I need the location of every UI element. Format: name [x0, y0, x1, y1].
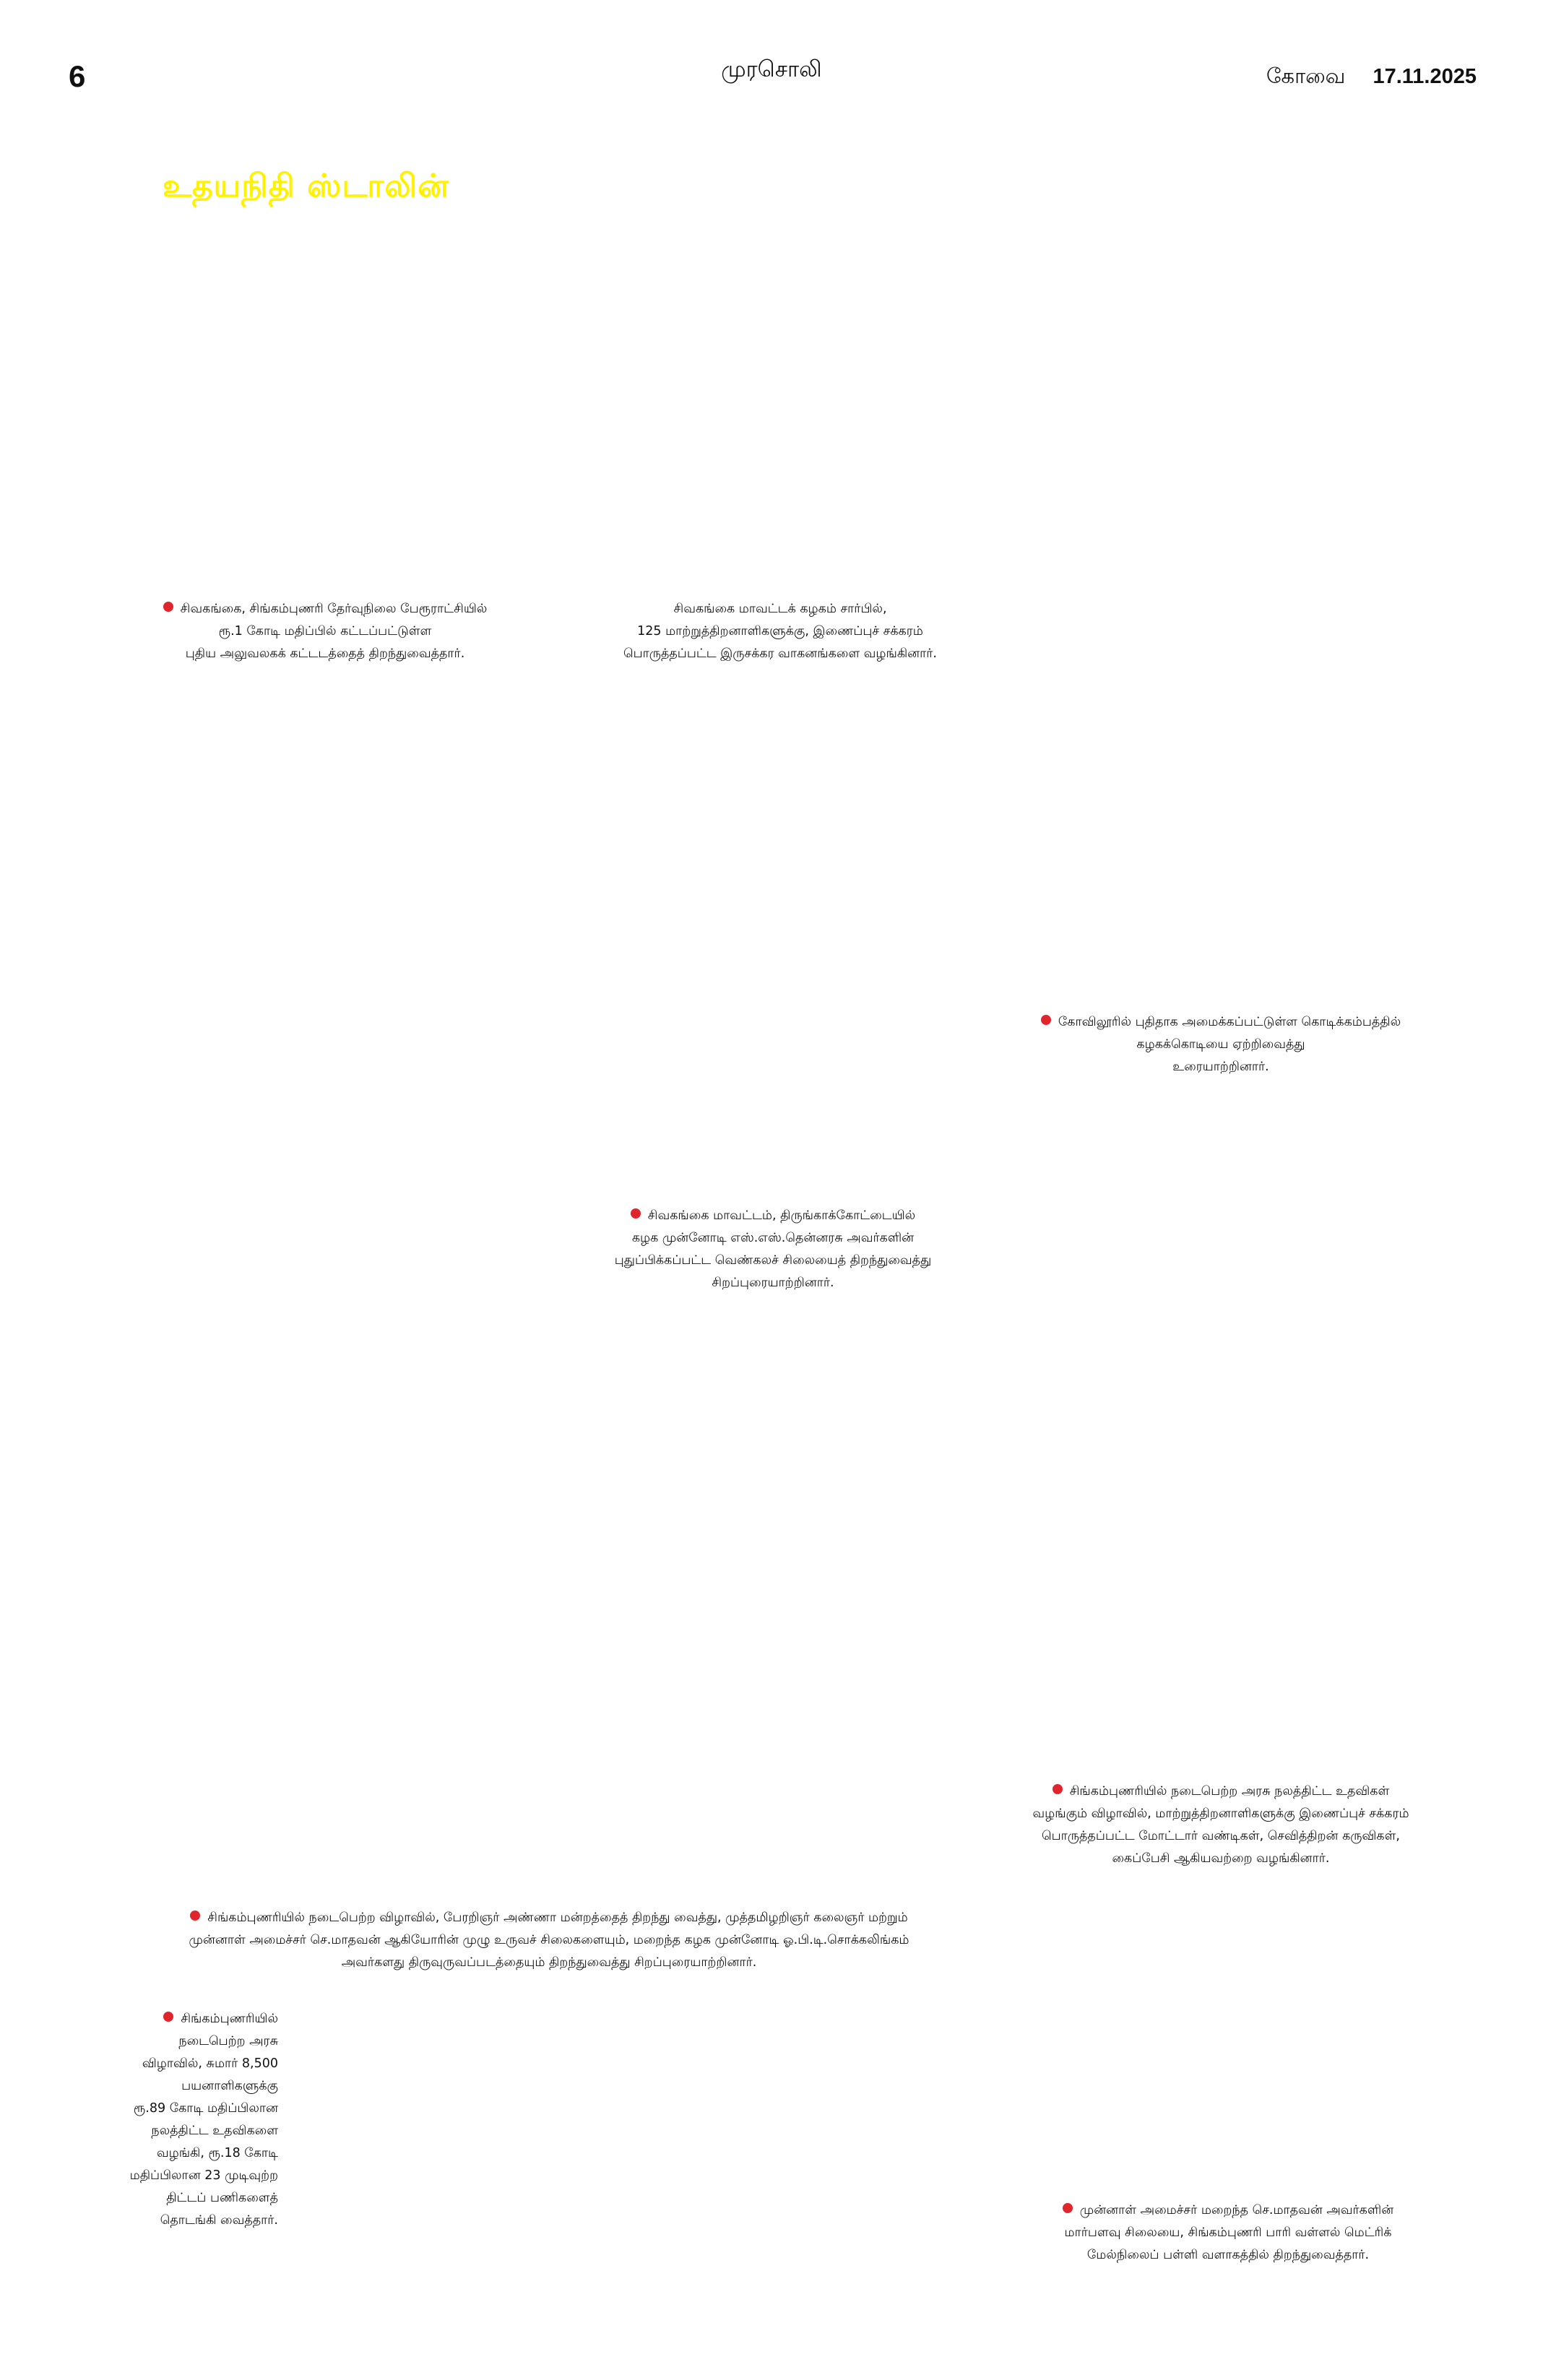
caption-text: திட்டப் பணிகளைத் — [166, 2191, 278, 2205]
caption-text: சிறப்புரையாற்றினார். — [712, 1276, 834, 1290]
caption-line — [549, 1250, 997, 1272]
caption-line — [94, 2075, 278, 2098]
caption-line — [134, 1907, 964, 1929]
bullet-icon — [1053, 1784, 1063, 1794]
caption-line — [1011, 2222, 1445, 2244]
caption-line — [94, 2187, 278, 2210]
photo-caption-government-event — [94, 2008, 278, 2232]
caption-text: வழங்கி, ரூ.18 கோடி — [156, 2146, 278, 2160]
caption-text: முன்னாள் அமைச்சர் மறைந்த செ.மாதவன் அவர்களின் — [1079, 2203, 1394, 2217]
caption-line — [123, 643, 527, 665]
caption-text: ரூ.89 கோடி மதிப்பிலான — [133, 2101, 278, 2116]
photo-caption-anna-hall — [134, 1907, 964, 1974]
caption-text: அவர்களது திருவுருவப்படத்தையும் திறந்துவைத்து சிறப்புரையாற்றினார். — [341, 1955, 757, 1970]
caption-line — [997, 1011, 1445, 1034]
caption-text: மார்பளவு சிலையை, சிங்கம்புணரி பாரி வள்ளல் மெட்ரிக் — [1064, 2225, 1392, 2240]
caption-line — [94, 2030, 278, 2053]
caption-text: நடைபெற்ற அரசு — [178, 2034, 278, 2048]
bullet-icon — [190, 1911, 200, 1921]
bullet-icon — [1063, 2203, 1073, 2213]
bullet-icon — [163, 2012, 173, 2022]
caption-text: வழங்கும் விழாவில், மாற்றுத்திறனாளிகளுக்கு இணைப்புச் சக்கரம் — [1032, 1806, 1409, 1821]
caption-line — [94, 2120, 278, 2142]
caption-text: சிங்கம்புணரியில் நடைபெற்ற விழாவில், பேரறிஞர் அண்ணா மன்றத்தைத் திறந்து வைத்து, முத்தமிழறிஞர் கலைஞர் மற்றும் — [207, 1911, 908, 1925]
photo-caption-welfare-aids — [993, 1780, 1448, 1870]
caption-text: பொருத்தப்பட்ட மோட்டார் வண்டிகள், செவித்திறன் கருவிகள், — [1042, 1829, 1400, 1843]
caption-line — [556, 598, 1004, 620]
caption-line — [993, 1825, 1448, 1848]
caption-line — [94, 2008, 278, 2030]
caption-text: கழக முன்னோடி எஸ்.எஸ்.தென்னரசு அவர்களின் — [631, 1231, 915, 1245]
caption-text: தொடங்கி வைத்தார். — [160, 2213, 278, 2228]
caption-line — [997, 1056, 1445, 1078]
bullet-icon — [1041, 1015, 1051, 1025]
caption-line — [997, 1034, 1445, 1056]
caption-line — [94, 2165, 278, 2187]
caption-line — [94, 2210, 278, 2232]
photo-caption-bronze-statue — [549, 1205, 997, 1294]
caption-text: புதிய அலுவலகக் கட்டடத்தைத் திறந்துவைத்தார். — [185, 646, 465, 661]
edition-name: கோவை — [1266, 64, 1346, 88]
caption-line — [556, 643, 1004, 665]
issue-date: 17.11.2025 — [1373, 65, 1477, 88]
caption-text: ரூ.1 கோடி மதிப்பில் கட்டப்பட்டுள்ள — [218, 624, 432, 639]
caption-text: சிவகங்கை மாவட்டக் கழகம் சார்பில், — [673, 602, 887, 616]
caption-line — [993, 1780, 1448, 1803]
caption-text: கோவிலூரில் புதிதாக அமைக்கப்பட்டுள்ள கொடிக்கம்பத்தில் — [1058, 1015, 1401, 1029]
caption-text: பொருத்தப்பட்ட இருசக்கர வாகனங்களை வழங்கினார். — [623, 646, 937, 661]
caption-line — [94, 2098, 278, 2120]
caption-line — [1011, 2199, 1445, 2222]
caption-text: விழாவில், சுமார் 8,500 — [142, 2056, 278, 2071]
photo-caption-office-building — [123, 598, 527, 665]
caption-text: 125 மாற்றுத்திறனாளிகளுக்கு, இணைப்புச் சக்கரம் — [637, 624, 923, 639]
caption-text: சிங்கம்புணரியில் — [181, 2012, 278, 2026]
caption-text: சிவகங்கை, சிங்கம்புணரி தேர்வுநிலை பேரூராட்சியில் — [180, 602, 488, 616]
caption-text: கைப்பேசி ஆகியவற்றை வழங்கினார். — [1112, 1851, 1330, 1866]
caption-text: பயனாளிகளுக்கு — [181, 2079, 278, 2093]
caption-text: நலத்திட்ட உதவிகளை — [151, 2124, 278, 2138]
bullet-icon — [631, 1208, 641, 1219]
caption-text: முன்னாள் அமைச்சர் செ.மாதவன் ஆகியோரின் முழு உருவச் சிலைகளையும், மறைந்த கழக முன்னோடி ஓ.பி.டி.சொக்கலிங்கம் — [189, 1933, 909, 1947]
photo-caption-wheelchair-vehicles — [556, 598, 1004, 665]
caption-text: புதுப்பிக்கப்பட்ட வெண்கலச் சிலையைத் திறந்துவைத்து — [614, 1253, 932, 1268]
caption-line — [123, 598, 527, 620]
caption-line — [134, 1952, 964, 1974]
photo-caption-flag-hoisting — [997, 1011, 1445, 1078]
caption-line — [549, 1227, 997, 1250]
caption-line — [134, 1929, 964, 1952]
caption-line — [1011, 2244, 1445, 2267]
caption-line — [549, 1205, 997, 1227]
edition-info — [1266, 64, 1477, 91]
caption-text: உரையாற்றினார். — [1172, 1060, 1269, 1074]
page-number: 6 — [69, 59, 86, 93]
section-title: உதயநிதி ஸ்டாலின் — [163, 168, 449, 204]
caption-text: சிங்கம்புணரியில் நடைபெற்ற அரசு நலத்திட்ட உதவிகள் — [1069, 1784, 1390, 1799]
caption-line — [556, 620, 1004, 643]
caption-line — [993, 1803, 1448, 1825]
caption-text: மேல்நிலைப் பள்ளி வளாகத்தில் திறந்துவைத்தார். — [1086, 2248, 1370, 2262]
bullet-icon — [163, 602, 173, 612]
caption-text: மதிப்பிலான 23 முடிவுற்ற — [129, 2168, 278, 2183]
caption-line — [549, 1272, 997, 1294]
caption-line — [94, 2053, 278, 2075]
caption-line — [123, 620, 527, 643]
caption-text: கழகக்கொடியை ஏற்றிவைத்து — [1136, 1037, 1305, 1052]
caption-text: சிவகங்கை மாவட்டம், திருங்காக்கோட்டையில் — [647, 1208, 916, 1223]
caption-line — [993, 1848, 1448, 1870]
masthead: முரசொலி — [721, 56, 822, 82]
photo-caption-bust-statue — [1011, 2199, 1445, 2267]
caption-line — [94, 2142, 278, 2165]
